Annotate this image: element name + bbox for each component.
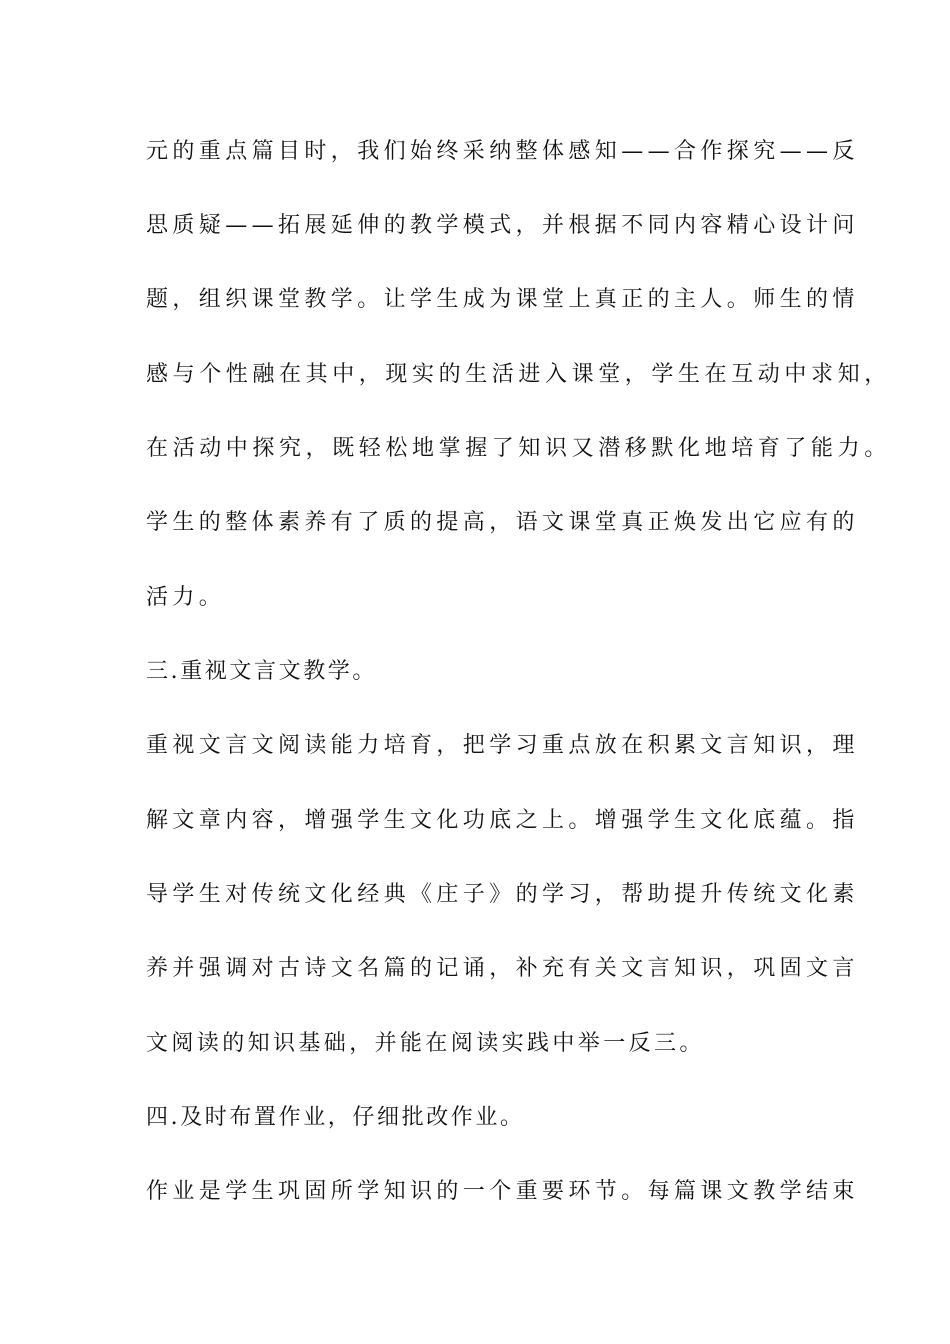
section-heading: 四.及时布置作业，仔细批改作业。 (146, 1105, 525, 1130)
paragraph-line: 文阅读的知识基础，并能在阅读实践中举一反三。 (146, 1031, 705, 1056)
paragraph-line: 思质疑——拓展延伸的教学模式，并根据不同内容精心设计问 (146, 213, 859, 238)
paragraph-line: 活力。 (146, 585, 226, 610)
paragraph-line: 在活动中探究，既轻松地掌握了知识又潜移默化地培育了能力。 (146, 436, 891, 461)
paragraph-line: 养并强调对古诗文名篇的记诵，补充有关文言知识，巩固文言 (146, 956, 859, 981)
paragraph-line: 题，组织课堂教学。让学生成为课堂上真正的主人。师生的情 (146, 287, 859, 312)
section-heading: 三.重视文言文教学。 (146, 659, 377, 684)
paragraph-line: 感与个性融在其中，现实的生活进入课堂，学生在互动中求知， (146, 362, 891, 387)
paragraph-line: 重视文言文阅读能力培育，把学习重点放在积累文言知识，理 (146, 733, 859, 758)
paragraph-line: 导学生对传统文化经典《庄子》的学习，帮助提升传统文化素 (146, 882, 859, 907)
paragraph-line: 作业是学生巩固所学知识的一个重要环节。每篇课文教学结束 (146, 1179, 859, 1204)
paragraph-line: 解文章内容，增强学生文化功底之上。增强学生文化底蕴。指 (146, 808, 859, 833)
paragraph-line: 学生的整体素养有了质的提高，语文课堂真正焕发出它应有的 (146, 510, 859, 535)
paragraph-line: 元的重点篇目时，我们始终采纳整体感知——合作探究——反 (146, 139, 859, 164)
